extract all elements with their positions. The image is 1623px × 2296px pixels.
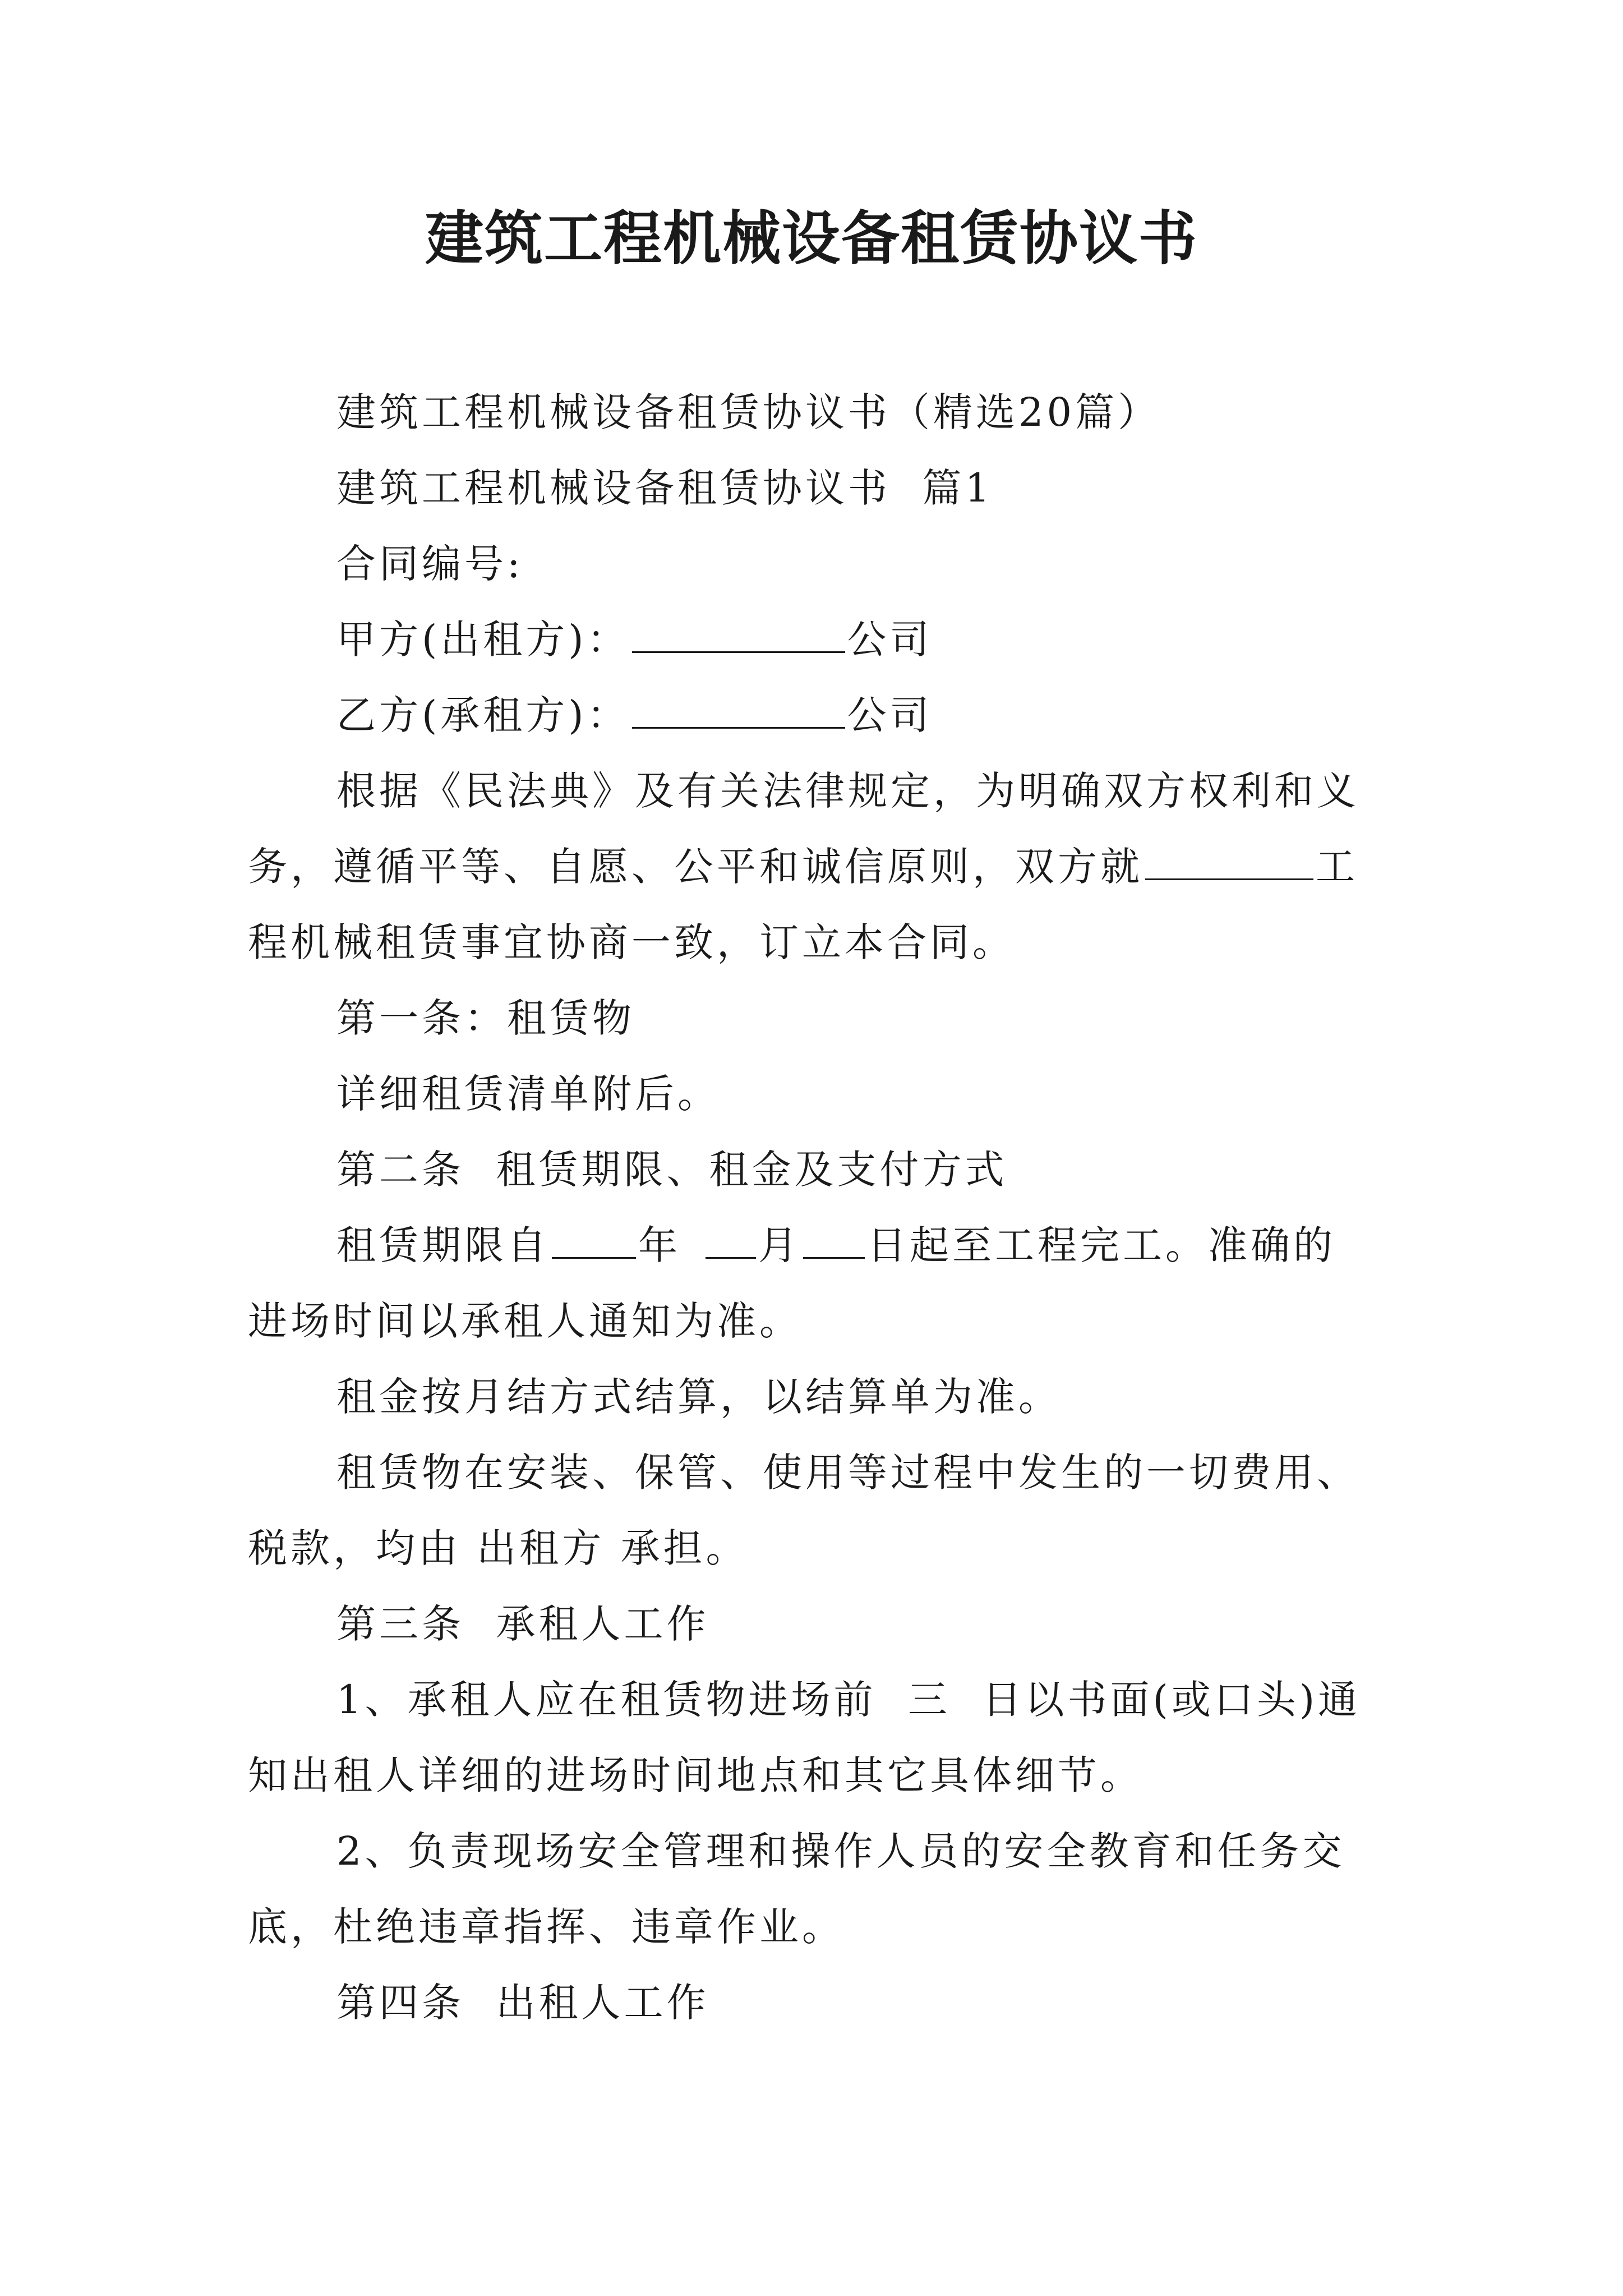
party-b-suffix: 公司: [847, 692, 933, 738]
lessee-duty-2-line2: 底，杜绝违章指挥、违章作业。: [248, 1904, 845, 1950]
subtitle-collection: 建筑工程机械设备租赁协议书（精选20篇）: [336, 389, 1161, 435]
lease-term-line1: [336, 1220, 1336, 1271]
section-heading-part1: 建筑工程机械设备租赁协议书 篇1: [336, 465, 994, 511]
lessee-duty-2-line1: 2、负责现场安全管理和操作人员的安全教育和任务交: [336, 1828, 1345, 1874]
party-b-blank[interactable]: [632, 693, 845, 729]
party-a-label: 甲方(出租方)：: [336, 616, 630, 662]
day-blank[interactable]: [803, 1223, 865, 1259]
year-blank[interactable]: [552, 1223, 636, 1259]
article-3-heading: 第三条 承租人工作: [336, 1601, 709, 1647]
expenses-line2: 税款，均由 出租方 承担。: [248, 1525, 749, 1571]
lease-term-line2: 进场时间以承租人通知为准。: [248, 1298, 802, 1344]
expenses-line1: 租赁物在安装、保管、使用等过程中发生的一切费用、: [336, 1450, 1359, 1496]
rent-settlement-text: 租金按月结方式结算，以结算单为准。: [336, 1374, 1061, 1420]
paragraph-preamble-line1: 根据《民法典》及有关法律规定，为明确双方权利和义: [336, 768, 1359, 814]
article-2-heading: 第二条 租赁期限、租金及支付方式: [336, 1147, 1008, 1193]
party-b-line: [336, 690, 933, 740]
paragraph-preamble-line3: 程机械租赁事宜协商一致，订立本合同。: [248, 919, 1015, 965]
paragraph-preamble-line2: [248, 841, 1358, 892]
month-blank[interactable]: [706, 1223, 756, 1259]
year-label: 年: [638, 1222, 681, 1268]
party-b-label: 乙方(承租方)：: [336, 692, 630, 738]
party-a-line: [336, 614, 933, 665]
lessee-duty-1-line1: 1、承租人应在租赁物进场前 三 日以书面(或口头)通: [336, 1677, 1361, 1723]
party-a-blank[interactable]: [632, 618, 845, 653]
preamble-text: 务，遵循平等、自愿、公平和诚信原则，双方就: [248, 844, 1143, 890]
preamble-text-tail: 工: [1316, 844, 1358, 890]
lessee-duty-1-line2: 知出租人详细的进场时间地点和其它具体细节。: [248, 1752, 1143, 1798]
lease-term-prefix: 租赁期限自: [336, 1222, 550, 1268]
document-title: 建筑工程机械设备租赁协议书: [425, 204, 1198, 273]
project-name-blank[interactable]: [1145, 845, 1313, 880]
month-label: 月: [758, 1222, 801, 1268]
article-4-heading: 第四条 出租人工作: [336, 1980, 709, 2026]
article-1-body: 详细租赁清单附后。: [336, 1071, 720, 1117]
lease-term-suffix: 日起至工程完工。准确的: [867, 1222, 1336, 1268]
contract-number-label: 合同编号:: [336, 541, 524, 587]
article-1-heading: 第一条：租赁物: [336, 995, 635, 1041]
party-a-suffix: 公司: [847, 616, 933, 662]
